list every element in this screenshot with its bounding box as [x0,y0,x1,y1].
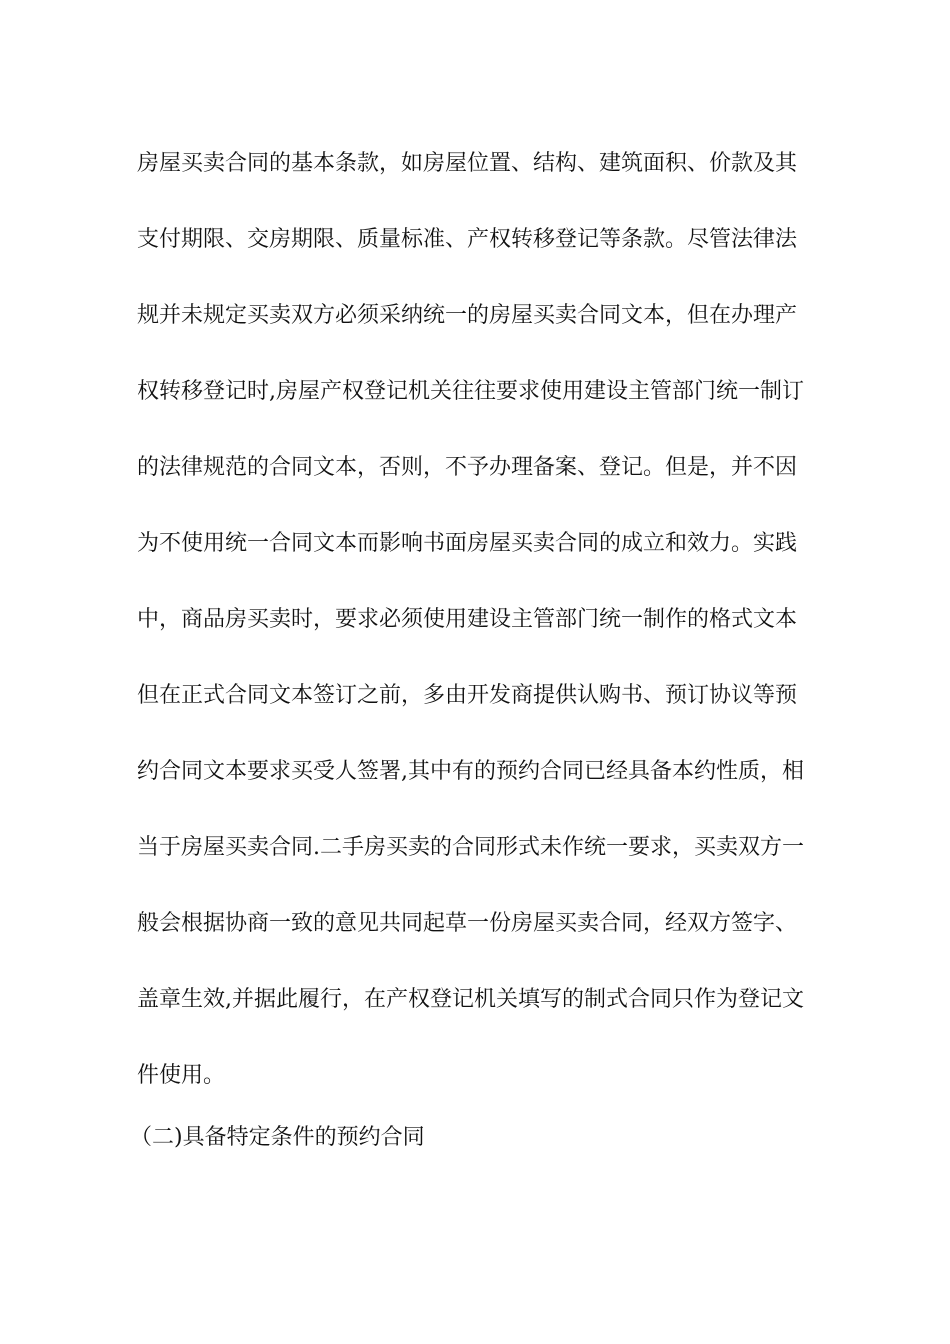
section-heading: （二)具备特定条件的预约合同 [130,1125,425,1150]
paragraph-line-11: 般会根据协商一致的意见共同起草一份房屋买卖合同，经双方签字、 [137,911,798,936]
paragraph-line-5: 的法律规范的合同文本，否则，不予办理备案、登记。但是，并不因 [137,455,798,480]
paragraph-line-13: 件使用。 [137,1063,226,1088]
paragraph-line-4: 权转移登记时,房屋产权登记机关往往要求使用建设主管部门统一制订 [137,379,804,404]
paragraph-line-6: 为不使用统一合同文本而影响书面房屋买卖合同的成立和效力。实践 [137,531,798,556]
paragraph-line-10: 当于房屋买卖合同.二手房买卖的合同形式未作统一要求，买卖双方一 [137,835,804,860]
paragraph-line-8: 但在正式合同文本签订之前，多由开发商提供认购书、预订协议等预 [137,683,798,708]
paragraph-line-12: 盖章生效,并据此履行，在产权登记机关填写的制式合同只作为登记文 [137,987,804,1012]
paragraph-line-7: 中，商品房买卖时，要求必须使用建设主管部门统一制作的格式文本 [137,607,798,632]
paragraph-line-1: 房屋买卖合同的基本条款，如房屋位置、结构、建筑面积、价款及其 [137,151,798,176]
paragraph-line-2: 支付期限、交房期限、质量标准、产权转移登记等条款。尽管法律法 [137,227,798,252]
paragraph-line-9: 约合同文本要求买受人签署,其中有的预约合同已经具备本约性质，相 [137,759,804,784]
paragraph-line-3: 规并未规定买卖双方必须采纳统一的房屋买卖合同文本，但在办理产 [137,303,798,328]
